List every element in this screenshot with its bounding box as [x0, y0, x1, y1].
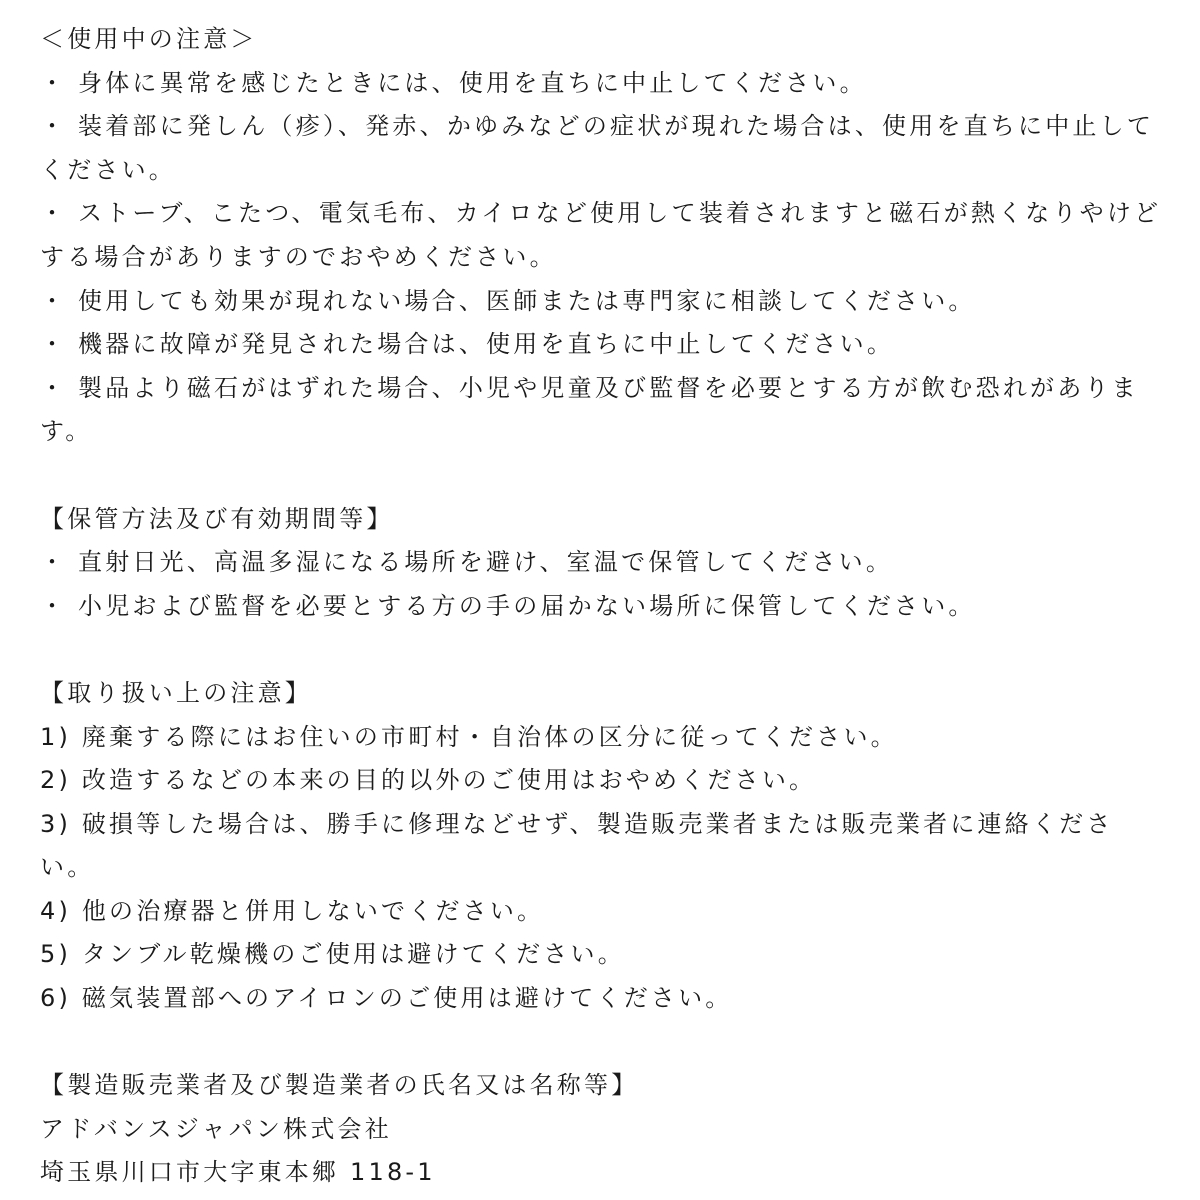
handling-section — [40, 672, 1165, 1021]
list-item: 2) 改造するなどの本来の目的以外のご使用はおやめください。 — [40, 766, 817, 795]
usage-precautions-section — [40, 18, 1165, 454]
company-name: アドバンスジャパン株式会社 — [40, 1114, 392, 1143]
document-body — [40, 18, 1165, 1195]
list-item: 4) 他の治療器と併用しないでください。 — [40, 896, 545, 925]
spacer — [40, 454, 1165, 498]
list-item: ・ 使用しても効果が現れない場合、医師または専門家に相談してください。 — [40, 286, 976, 315]
manufacturer-heading: 【製造販売業者及び製造業者の氏名又は名称等】 — [40, 1071, 639, 1100]
list-item: ・ 直射日光、高温多湿になる場所を避け、室温で保管してください。 — [40, 548, 894, 577]
list-item: ・ 製品より磁石がはずれた場合、小児や児童及び監督を必要とする方が飲む恐れがあります。 — [40, 373, 1139, 446]
list-item: 1) 廃棄する際にはお住いの市町村・自治体の区分に従ってください。 — [40, 722, 898, 751]
spacer — [40, 1021, 1165, 1065]
list-item: ・ 機器に故障が発見された場合は、使用を直ちに中止してください。 — [40, 330, 895, 359]
list-item: 5) タンブル乾燥機のご使用は避けてください。 — [40, 940, 625, 969]
storage-heading: 【保管方法及び有効期間等】 — [40, 504, 394, 533]
list-item: ・ ストーブ、こたつ、電気毛布、カイロなど使用して装着されますと磁石が熱くなりやけどする場合がありますのでおやめください。 — [40, 199, 1162, 271]
list-item: 3) 破損等した場合は、勝手に修理などせず、製造販売業者または販売業者に連絡ください。 — [40, 809, 1114, 882]
handling-heading: 【取り扱い上の注意】 — [40, 678, 312, 707]
list-item: 6) 磁気装置部へのアイロンのご使用は避けてください。 — [40, 984, 733, 1013]
spacer — [40, 628, 1165, 672]
list-item: ・ 小児および監督を必要とする方の手の届かない場所に保管してください。 — [40, 591, 976, 620]
storage-section — [40, 498, 1165, 629]
usage-precautions-heading: ＜使用中の注意＞ — [40, 25, 258, 53]
manufacturer-section — [40, 1064, 1165, 1195]
list-item: ・ 装着部に発しん（疹）、発赤、かゆみなどの症状が現れた場合は、使用を直ちに中止してください。 — [40, 112, 1155, 184]
company-address: 埼玉県川口市大字東本郷 118-1 — [40, 1158, 436, 1187]
list-item: ・ 身体に異常を感じたときには、使用を直ちに中止してください。 — [40, 68, 867, 97]
